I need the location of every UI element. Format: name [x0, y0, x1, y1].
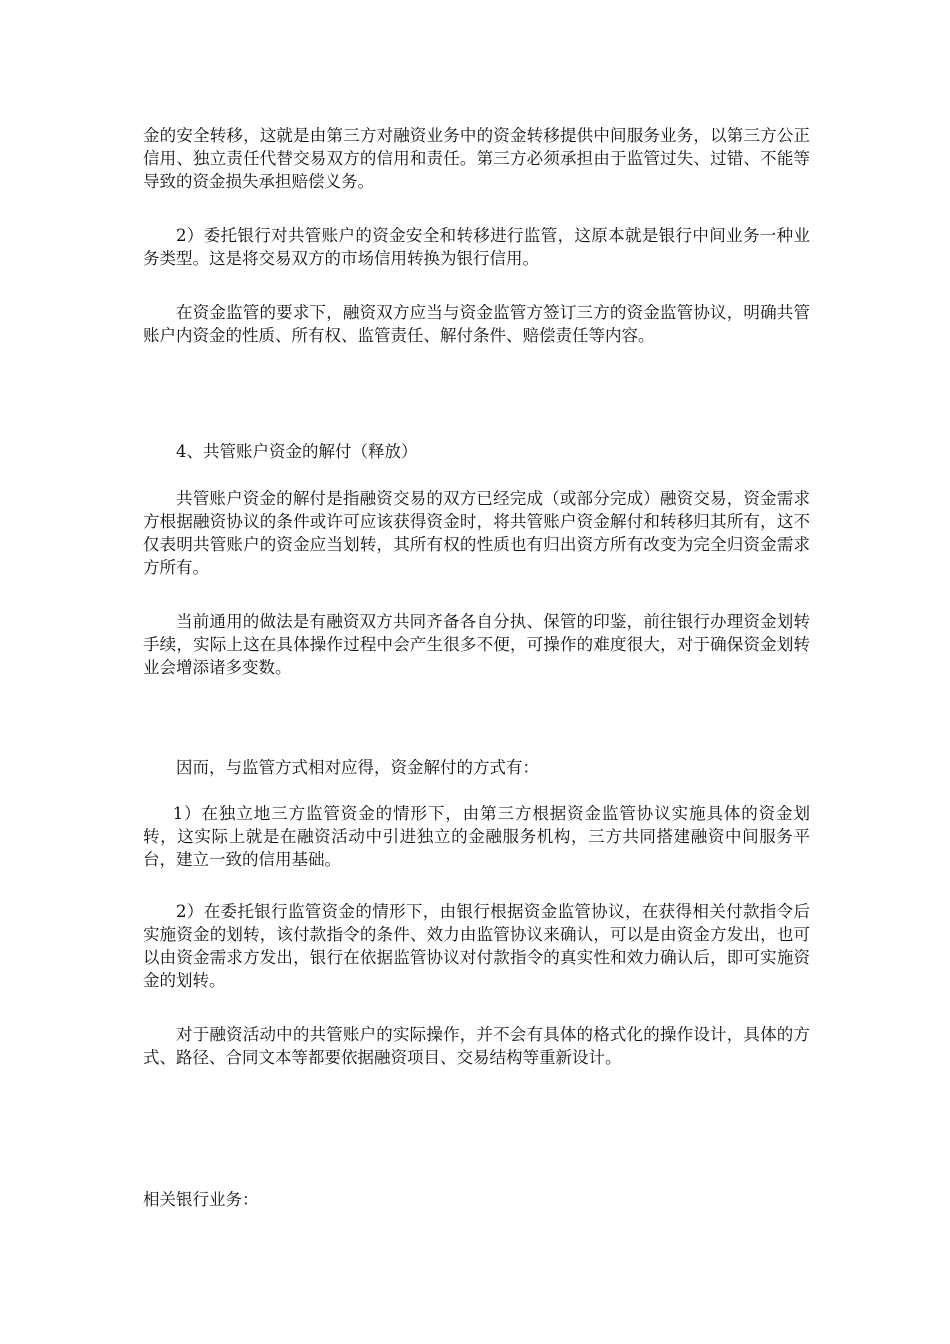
section-heading-release: 4、共管账户资金的解付（释放） — [176, 442, 418, 461]
paragraph-method-bank: 2）在委托银行监管资金的情形下，由银行根据资金监管协议，在获得相关付款指令后实施资金的划转，该付款指令的条件、效力由监管协议来确认，可以是由资金方发出，也可以由资金需求方发出，银行在依据监管协议对付款指令的真实性和效力确认后，即可实施资金的划转。 — [143, 902, 810, 990]
paragraph-common-practice: 当前通用的做法是有融资双方共同齐备各自分执、保管的印鉴，前往银行办理资金划转手续，实际上这在具体操作过程中会产生很多不便，可操作的难度很大，对于确保资金划转业会增添诸多变数。 — [143, 612, 810, 677]
paragraph-bank-supervision: 2）委托银行对共管账户的资金安全和转移进行监管，这原本就是银行中间业务一种业务类型。这是将交易双方的市场信用转换为银行信用。 — [143, 226, 810, 268]
paragraph-method-third-party: 1）在独立地三方监管资金的情形下，由第三方根据资金监管协议实施具体的资金划转，这实际上就是在融资活动中引进独立的金融服务机构，三方共同搭建融资中间服务平台，建立一致的信用基础。 — [143, 804, 810, 869]
paragraph-supervision-agreement: 在资金监管的要求下，融资双方应当与资金监管方签订三方的资金监管协议，明确共管账户内资金的性质、所有权、监管责任、解付条件、赔偿责任等内容。 — [143, 303, 810, 345]
paragraph-release-definition: 共管账户资金的解付是指融资交易的双方已经完成（或部分完成）融资交易，资金需求方根据融资协议的条件或许可应该获得资金时，将共管账户资金解付和转移归其所有，这不仅表明共管账户的资金应当划转，其所有权的性质也有归出资方所有改变为完全归资金需求方所有。 — [143, 489, 810, 577]
paragraph-fund-transfer: 金的安全转移，这就是由第三方对融资业务中的资金转移提供中间服务业务，以第三方公正信用、独立责任代替交易双方的信用和责任。第三方必须承担由于监管过失、过错、不能等导致的资金损失承担赔偿义务。 — [143, 126, 810, 191]
paragraph-release-methods-intro: 因而，与监管方式相对应得，资金解付的方式有： — [176, 758, 539, 777]
heading-related-bank-business: 相关银行业务： — [143, 1190, 259, 1209]
paragraph-practical-operation: 对于融资活动中的共管账户的实际操作，并不会有具体的格式化的操作设计，具体的方式、路径、合同文本等都要依据融资项目、交易结构等重新设计。 — [143, 1025, 810, 1067]
